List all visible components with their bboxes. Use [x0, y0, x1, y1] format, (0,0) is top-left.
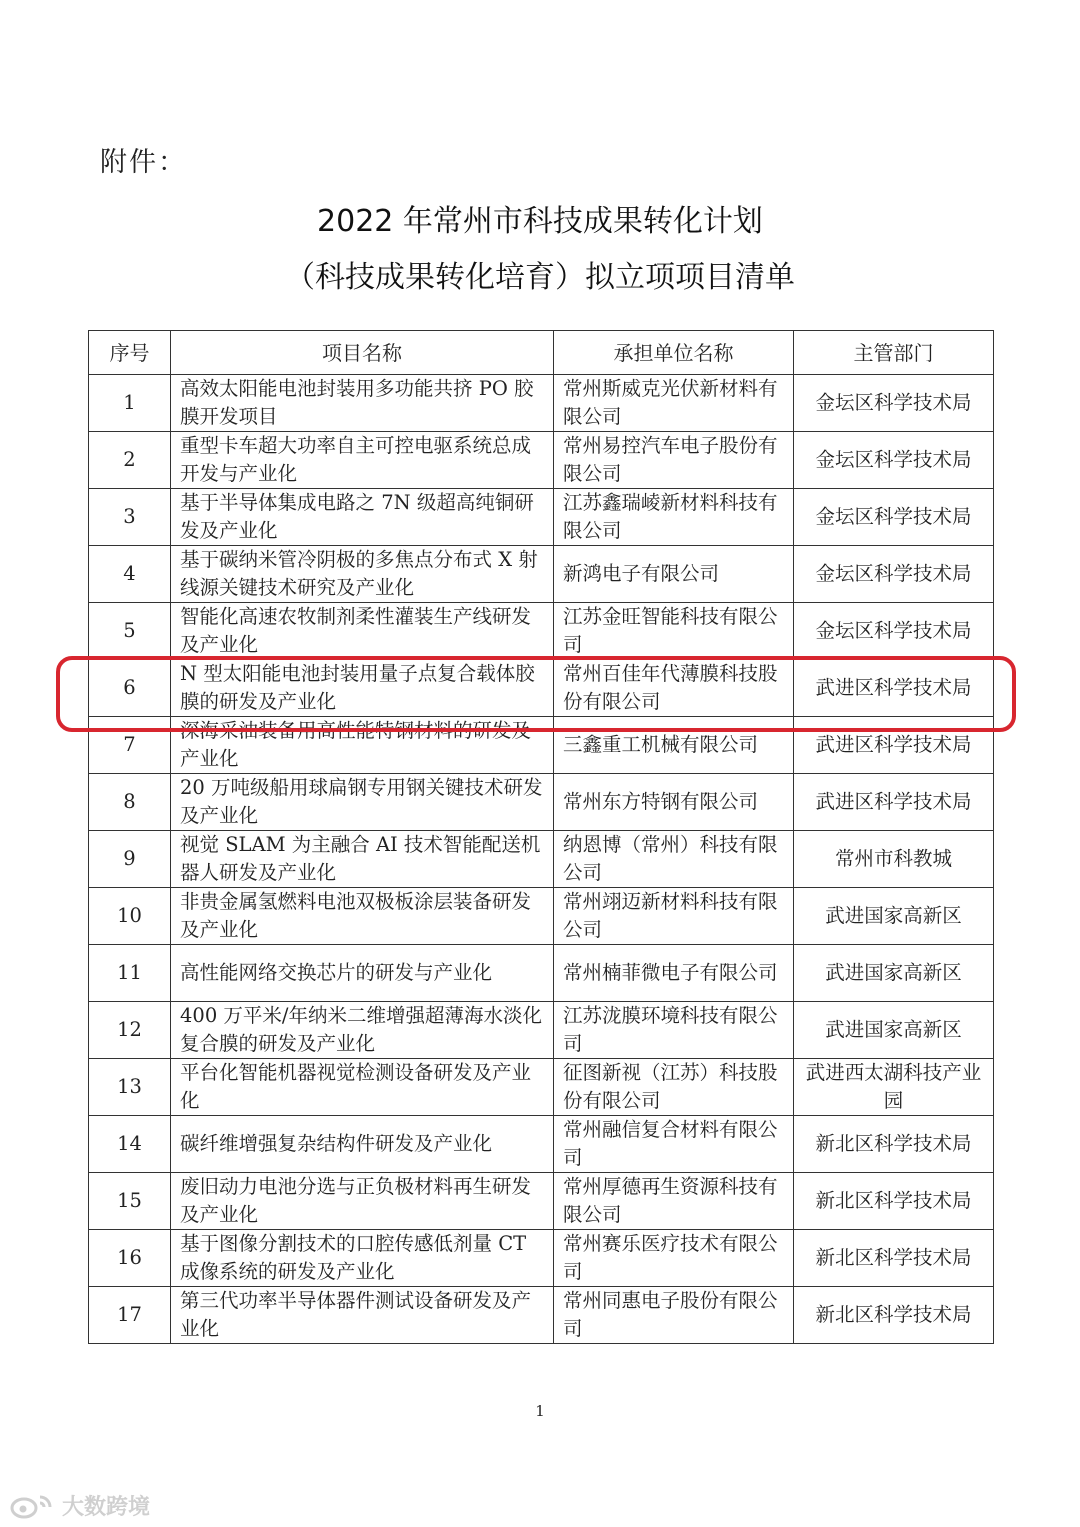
- table-row: [89, 1230, 994, 1287]
- column-header-project-name: 项目名称: [171, 331, 554, 375]
- column-header-department: 主管部门: [794, 331, 994, 375]
- table-header-row: [89, 331, 994, 375]
- cell-unit-name: 三鑫重工机械有限公司: [554, 717, 794, 774]
- cell-department: 金坛区科学技术局: [794, 375, 994, 432]
- cell-no: 2: [89, 432, 171, 489]
- cell-unit-name: 常州易控汽车电子股份有限公司: [554, 432, 794, 489]
- cell-department: 常州市科教城: [794, 831, 994, 888]
- cell-no: 17: [89, 1287, 171, 1344]
- cell-project-name: 平台化智能机器视觉检测设备研发及产业化: [171, 1059, 554, 1116]
- cell-department: 金坛区科学技术局: [794, 432, 994, 489]
- table-row: [89, 489, 994, 546]
- cell-department: 金坛区科学技术局: [794, 546, 994, 603]
- table-body: [89, 375, 994, 1344]
- cell-project-name: 基于碳纳米管冷阴极的多焦点分布式 X 射线源关键技术研究及产业化: [171, 546, 554, 603]
- cell-no: 8: [89, 774, 171, 831]
- cell-project-name: 高性能网络交换芯片的研发与产业化: [171, 945, 554, 1002]
- cell-project-name: 高效太阳能电池封装用多功能共挤 PO 胶膜开发项目: [171, 375, 554, 432]
- cell-project-name: 废旧动力电池分选与正负极材料再生研发及产业化: [171, 1173, 554, 1230]
- cell-no: 1: [89, 375, 171, 432]
- cell-department: 武进区科学技术局: [794, 717, 994, 774]
- cell-no: 15: [89, 1173, 171, 1230]
- cell-unit-name: 常州斯威克光伏新材料有限公司: [554, 375, 794, 432]
- cell-unit-name: 常州百佳年代薄膜科技股份有限公司: [554, 660, 794, 717]
- cell-no: 13: [89, 1059, 171, 1116]
- project-list-table: [88, 330, 994, 1344]
- cell-department: 武进国家高新区: [794, 888, 994, 945]
- cell-department: 新北区科学技术局: [794, 1116, 994, 1173]
- cell-no: 3: [89, 489, 171, 546]
- cell-department: 金坛区科学技术局: [794, 489, 994, 546]
- table-row: [89, 888, 994, 945]
- page-title-line-1: 2022 年常州市科技成果转化计划: [317, 204, 763, 239]
- cell-department: 新北区科学技术局: [794, 1173, 994, 1230]
- cell-department: 武进国家高新区: [794, 1002, 994, 1059]
- cell-project-name: 重型卡车超大功率自主可控电驱系统总成开发与产业化: [171, 432, 554, 489]
- cell-project-name: 视觉 SLAM 为主融合 AI 技术智能配送机器人研发及产业化: [171, 831, 554, 888]
- cell-project-name: 智能化高速农牧制剂柔性灌装生产线研发及产业化: [171, 603, 554, 660]
- column-header-no: 序号: [89, 331, 171, 375]
- table-row: [89, 831, 994, 888]
- cell-project-name: 碳纤维增强复杂结构件研发及产业化: [171, 1116, 554, 1173]
- page-number: 1: [535, 1402, 545, 1420]
- cell-project-name: 深海采油装备用高性能特钢材料的研发及产业化: [171, 717, 554, 774]
- page-title-line-2: （科技成果转化培育）拟立项项目清单: [285, 260, 795, 295]
- highlight-box-row-6: [56, 656, 1016, 732]
- cell-unit-name: 常州融信复合材料有限公司: [554, 1116, 794, 1173]
- cell-no: 9: [89, 831, 171, 888]
- cell-department: 武进西太湖科技产业园: [794, 1059, 994, 1116]
- table-row: [89, 945, 994, 1002]
- cell-project-name: 基于半导体集成电路之 7N 级超高纯铜研发及产业化: [171, 489, 554, 546]
- cell-no: 12: [89, 1002, 171, 1059]
- cell-project-name: 非贵金属氢燃料电池双极板涂层装备研发及产业化: [171, 888, 554, 945]
- cell-unit-name: 征图新视（江苏）科技股份有限公司: [554, 1059, 794, 1116]
- table-row: [89, 546, 994, 603]
- cell-unit-name: 新鸿电子有限公司: [554, 546, 794, 603]
- watermark-text: 大数跨境: [62, 1495, 151, 1520]
- table-row: [89, 774, 994, 831]
- cell-unit-name: 常州赛乐医疗技术有限公司: [554, 1230, 794, 1287]
- table-row: [89, 1173, 994, 1230]
- cell-project-name: 400 万平米/年纳米二维增强超薄海水淡化复合膜的研发及产业化: [171, 1002, 554, 1059]
- cell-no: 7: [89, 717, 171, 774]
- cell-unit-name: 江苏鑫瑞崚新材料科技有限公司: [554, 489, 794, 546]
- cell-unit-name: 江苏金旺智能科技有限公司: [554, 603, 794, 660]
- cell-unit-name: 纳恩博（常州）科技有限公司: [554, 831, 794, 888]
- weibo-logo-icon: [10, 1493, 54, 1519]
- cell-unit-name: 常州厚德再生资源科技有限公司: [554, 1173, 794, 1230]
- attachment-label: 附件：: [100, 147, 187, 178]
- cell-no: 5: [89, 603, 171, 660]
- cell-project-name: N 型太阳能电池封装用量子点复合载体胶膜的研发及产业化: [171, 660, 554, 717]
- cell-project-name: 第三代功率半导体器件测试设备研发及产业化: [171, 1287, 554, 1344]
- column-header-unit-name: 承担单位名称: [554, 331, 794, 375]
- watermark: [10, 1490, 150, 1521]
- table-row: [89, 603, 994, 660]
- cell-unit-name: 常州东方特钢有限公司: [554, 774, 794, 831]
- cell-no: 16: [89, 1230, 171, 1287]
- cell-no: 14: [89, 1116, 171, 1173]
- cell-unit-name: 江苏泷膜环境科技有限公司: [554, 1002, 794, 1059]
- table-row: [89, 1059, 994, 1116]
- table-row: [89, 1002, 994, 1059]
- table-row: [89, 1116, 994, 1173]
- table-row: [89, 375, 994, 432]
- cell-department: 新北区科学技术局: [794, 1230, 994, 1287]
- cell-no: 11: [89, 945, 171, 1002]
- table-row: [89, 1287, 994, 1344]
- cell-unit-name: 常州同惠电子股份有限公司: [554, 1287, 794, 1344]
- cell-department: 武进区科学技术局: [794, 774, 994, 831]
- cell-no: 10: [89, 888, 171, 945]
- cell-department: 新北区科学技术局: [794, 1287, 994, 1344]
- cell-project-name: 基于图像分割技术的口腔传感低剂量 CT 成像系统的研发及产业化: [171, 1230, 554, 1287]
- table-row: [89, 432, 994, 489]
- cell-project-name: 20 万吨级船用球扁钢专用钢关键技术研发及产业化: [171, 774, 554, 831]
- cell-no: 4: [89, 546, 171, 603]
- cell-unit-name: 常州翊迈新材料科技有限公司: [554, 888, 794, 945]
- cell-department: 金坛区科学技术局: [794, 603, 994, 660]
- cell-department: 武进区科学技术局: [794, 660, 994, 717]
- cell-no: 6: [89, 660, 171, 717]
- cell-unit-name: 常州楠菲微电子有限公司: [554, 945, 794, 1002]
- cell-department: 武进国家高新区: [794, 945, 994, 1002]
